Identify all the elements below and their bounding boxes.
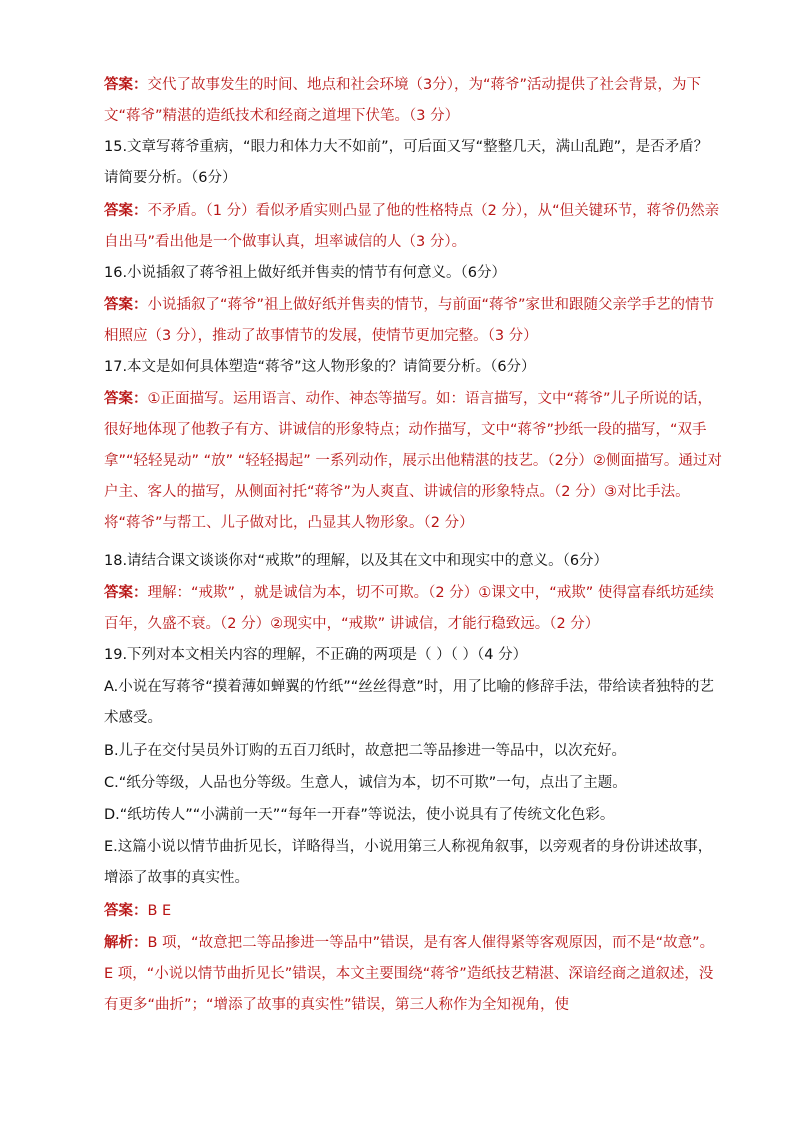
- answer-18: [104, 578, 722, 640]
- option-text: E.这篇小说以情节曲折见长，详略得当，小说用第三人称视角叙事，以旁观者的身份讲述故事，增添了故事的真实性。: [104, 839, 713, 886]
- answer-text: B E: [147, 903, 172, 919]
- answer-intro: [104, 70, 722, 132]
- answer-text: ①正面描写。运用语言、动作、神态等描写。如：语言描写，文中“蒋爷”儿子所说的话，很好地体现了他教子有方、讲诚信的形象特点；动作描写，文中“蒋爷”抄纸一段的描写，“双手拿”“轻轻晃动” “放” “轻轻揭起” 一系列动作，展示出他精湛的技艺。（2分）②侧面描写。通过对户主、客人的描写，从侧面衬托“蒋爷”为人爽直、讲诚信的形象特点。（2 分）③对比手法。将“蒋爷”与帮工、儿子做对比，凸显其人物形象。（2 分）: [104, 391, 722, 531]
- option-text: A.小说在写蒋爷“摸着薄如蝉翼的竹纸”“丝丝得意”时，用了比喻的修辞手法，带给读者独特的艺术感受。: [104, 679, 714, 726]
- answer-label: 答案：: [104, 77, 148, 93]
- question-17: [104, 352, 722, 383]
- answer-text: 理解：“戒欺” ，就是诚信为本，切不可欺。（2 分）①课文中，“戒欺” 使得富春纸坊延续百年，久盛不衰。（2 分）②现实中，“戒欺” 讲诚信，才能行稳致远。（2 分）: [104, 585, 714, 632]
- answer-label: 答案：: [104, 585, 148, 601]
- question-15: [104, 132, 722, 194]
- question-text: 18.请结合课文谈谈你对“戒欺”的理解，以及其在文中和现实中的意义。（6分）: [104, 553, 609, 569]
- answer-15: [104, 196, 722, 258]
- analysis-19: [104, 928, 722, 1021]
- question-text: 16.小说插叙了蒋爷祖上做好纸并售卖的情节有何意义。（6分）: [104, 265, 507, 281]
- question-16: [104, 258, 722, 289]
- option-a: [104, 672, 722, 734]
- option-e: [104, 832, 722, 894]
- question-text: 15.文章写蒋爷重病，“眼力和体力大不如前”，可后面又写“整整几天，满山乱跑”，是否矛盾？请简要分析。（6分）: [104, 139, 709, 186]
- answer-text: 交代了故事发生的时间、地点和社会环境（3分），为“蒋爷”活动提供了社会背景，为下文“蒋爷”精湛的造纸技术和经商之道埋下伏笔。（3 分）: [104, 77, 701, 124]
- question-text: 17.本文是如何具体塑造“蒋爷”这人物形象的？请简要分析。（6分）: [104, 359, 536, 375]
- analysis-text: B 项，“故意把二等品掺进一等品中”错误，是有客人催得紧等客观原因，而不是“故意”。E 项，“小说以情节曲折见长”错误，本文主要围绕“蒋爷”造纸技艺精湛、深谙经商之道叙述，没有更多“曲折”；“增添了故事的真实性”错误，第三人称作为全知视角，使: [104, 935, 715, 1013]
- answer-label: 答案：: [104, 297, 148, 313]
- answer-text: 小说插叙了“蒋爷”祖上做好纸并售卖的情节，与前面“蒋爷”家世和跟随父亲学手艺的情节相照应（3 分），推动了故事情节的发展，使情节更加完整。（3 分）: [104, 297, 715, 344]
- answer-17: [104, 384, 722, 539]
- option-text: D.“纸坊传人”“小满前一天”“每年一开春”等说法，使小说具有了传统文化色彩。: [104, 807, 615, 823]
- option-text: B.儿子在交付吴员外订购的五百刀纸时，故意把二等品掺进一等品中，以次充好。: [104, 743, 627, 759]
- answer-19: [104, 896, 722, 927]
- question-text: 19.下列对本文相关内容的理解，不正确的两项是（ ）（ ）（4 分）: [104, 647, 528, 663]
- option-c: [104, 768, 722, 799]
- question-18: [104, 546, 722, 577]
- analysis-label: 解析：: [104, 935, 148, 951]
- answer-label: 答案：: [104, 203, 148, 219]
- answer-label: 答案：: [104, 391, 148, 407]
- option-b: [104, 736, 722, 767]
- question-19: [104, 640, 722, 671]
- answer-16: [104, 290, 722, 352]
- answer-text: 不矛盾。（1 分）看似矛盾实则凸显了他的性格特点（2 分），从“但关键环节，蒋爷仍然亲自出马”看出他是一个做事认真，坦率诚信的人（3 分）。: [104, 203, 720, 250]
- option-text: C.“纸分等级，人品也分等级。生意人，诚信为本，切不可欺”一句，点出了主题。: [104, 775, 627, 791]
- answer-label: 答案：: [104, 903, 148, 919]
- option-d: [104, 800, 722, 831]
